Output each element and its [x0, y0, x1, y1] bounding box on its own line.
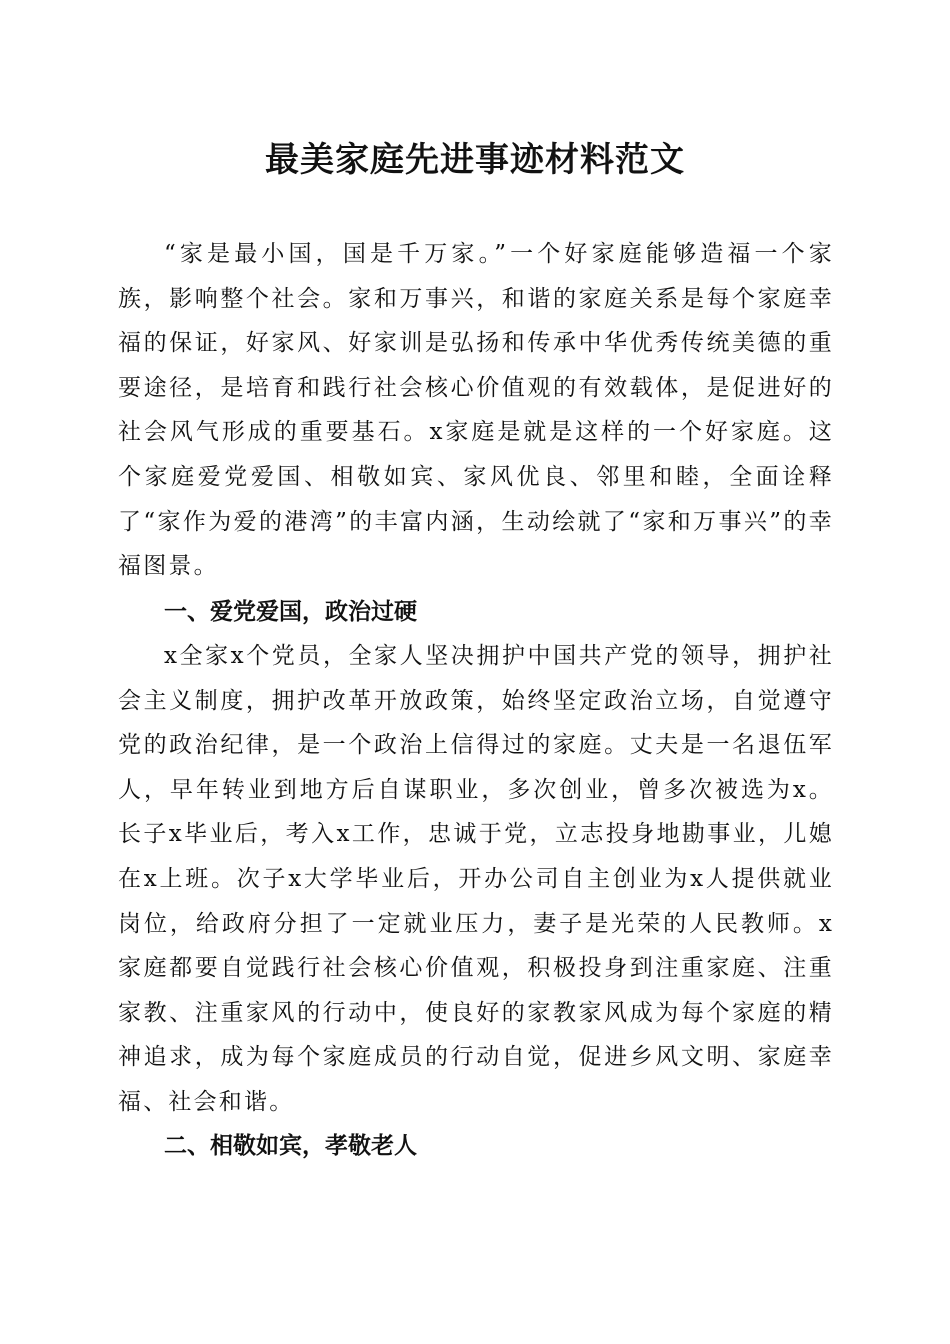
document-title: 最美家庭先进事迹材料范文: [265, 140, 685, 180]
section-1-paragraph: x全家x个党员，全家人坚决拥护中国共产党的领导，拥护社会主义制度，拥护改革开放政策，始终坚定政治立场，自觉遵守党的政治纪律，是一个政治上信得过的家庭。丈夫是一名退伍军人，早年转业到地方后自谋职业，多次创业，曾多次被选为x。长子x毕业后，考入x工作，忠诚于党，立志投身地勘事业，儿媳在x上班。次子x大学毕业后，开办公司自主创业为x人提供就业岗位，给政府分担了一定就业压力，妻子是光荣的人民教师。x家庭都要自觉践行社会核心价值观，积极投身到注重家庭、注重家教、注重家风的行动中，使良好的家教家风成为每个家庭的精神追求，成为每个家庭成员的行动自觉，促进乡风文明、家庭幸福、社会和谐。: [118, 643, 834, 1115]
section-heading-1: 一、爱党爱国，政治过硬: [164, 599, 417, 625]
intro-paragraph: “家是最小国，国是千万家。”一个好家庭能够造福一个家族，影响整个社会。家和万事兴，和谐的家庭关系是每个家庭幸福的保证，好家风、好家训是弘扬和传承中华优秀传统美德的重要途径，是培育和践行社会核心价值观的有效载体，是促进好的社会风气形成的重要基石。x家庭是就是这样的一个好家庭。这个家庭爱党爱国、相敬如宾、家风优良、邻里和睦，全面诠释了“家作为爱的港湾”的丰富内涵，生动绘就了“家和万事兴”的幸福图景。: [118, 241, 834, 580]
section-heading-2: 二、相敬如宾，孝敬老人: [164, 1133, 417, 1159]
